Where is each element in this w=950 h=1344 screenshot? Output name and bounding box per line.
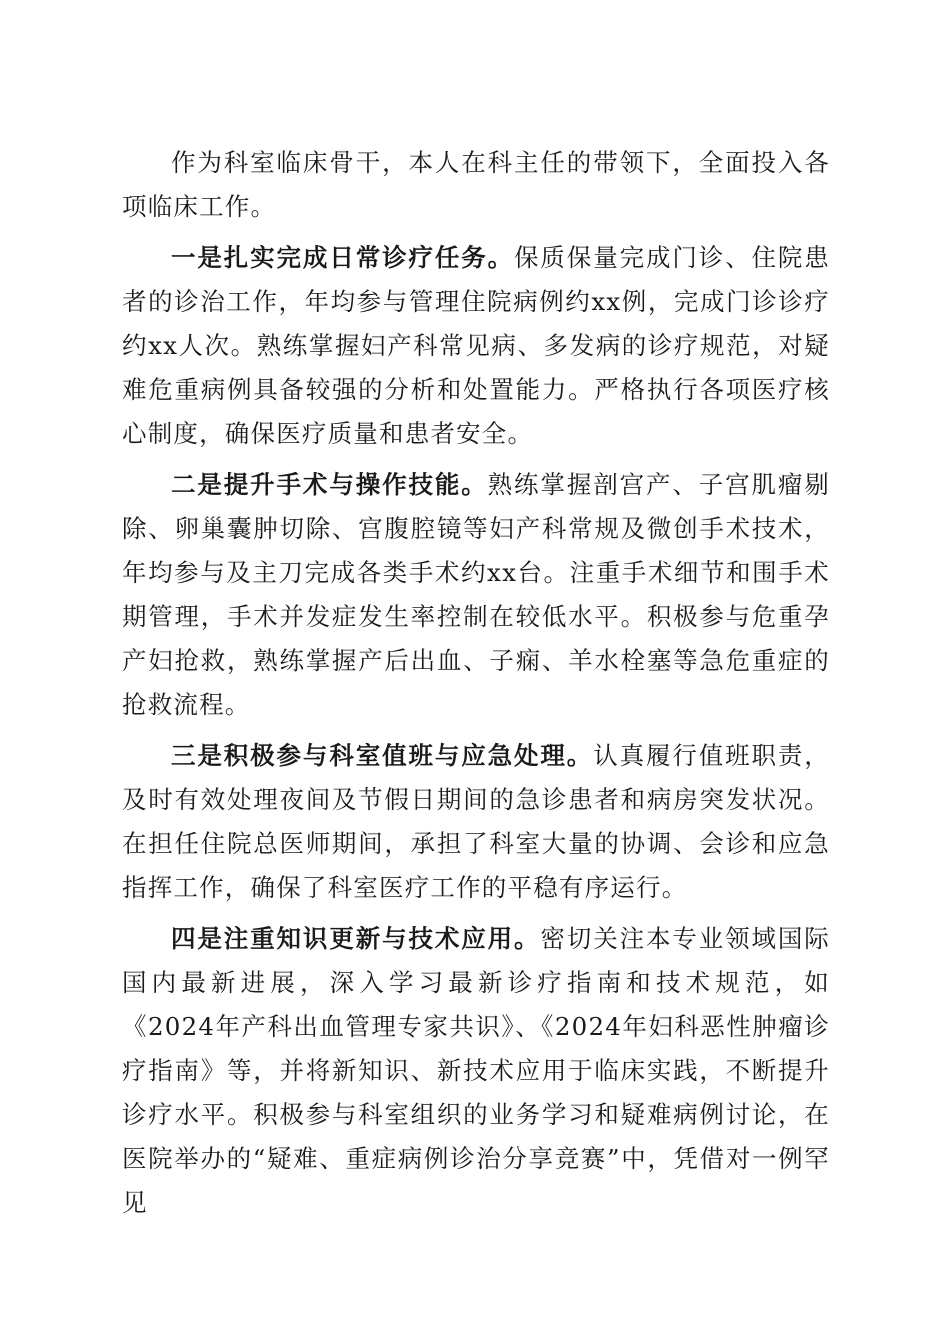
paragraph-text: 保质保量完成门诊、住院患者的诊治工作，年均参与管理住院病例约xx例，完成门诊诊疗约xx人次。熟练掌握妇产科常见病、多发病的诊疗规范，对疑难危重病例具备较强的分析和处置能力。严格执行各项医疗核心制度，确保医疗质量和患者安全。	[122, 243, 830, 448]
document-body	[122, 141, 830, 1232]
paragraph-daily-diagnosis	[122, 236, 830, 456]
paragraph-text: 认真履行值班职责，及时有效处理夜间及节假日期间的急诊患者和病房突发状况。在担任住院总医师期间，承担了科室大量的协调、会诊和应急指挥工作，确保了科室医疗工作的平稳有序运行。	[122, 741, 830, 902]
paragraph-lead: 三是积极参与科室值班与应急处理。	[171, 741, 594, 770]
paragraph-text: 熟练掌握剖宫产、子宫肌瘤剔除、卵巢囊肿切除、宫腹腔镜等妇产科常规及微创手术技术，年均参与及主刀完成各类手术约xx台。注重手术细节和围手术期管理，手术并发症发生率控制在较低水平。积极参与危重孕产妇抢救，熟练掌握产后出血、子痫、羊水栓塞等急危重症的抢救流程。	[122, 470, 830, 719]
paragraph-lead: 二是提升手术与操作技能。	[171, 470, 488, 499]
paragraph-text: 密切关注本专业领域国际国内最新进展，深入学习最新诊疗指南和技术规范，如《2024年产科出血管理专家共识》、《2024年妇科恶性肿瘤诊疗指南》等，并将新知识、新技术应用于临床实践，不断提升诊疗水平。积极参与科室组织的业务学习和疑难病例讨论，在医院举办的“疑难、重症病例诊治分享竞赛”中，凭借对一例罕见	[122, 924, 830, 1217]
paragraph-intro	[122, 141, 830, 229]
paragraph-lead: 四是注重知识更新与技术应用。	[171, 924, 541, 953]
paragraph-surgical-skills	[122, 463, 830, 727]
paragraph-knowledge-update	[122, 917, 830, 1225]
paragraph-lead: 一是扎实完成日常诊疗任务。	[171, 243, 515, 272]
paragraph-text: 作为科室临床骨干，本人在科主任的带领下，全面投入各项临床工作。	[122, 148, 830, 221]
paragraph-duty-emergency	[122, 734, 830, 910]
